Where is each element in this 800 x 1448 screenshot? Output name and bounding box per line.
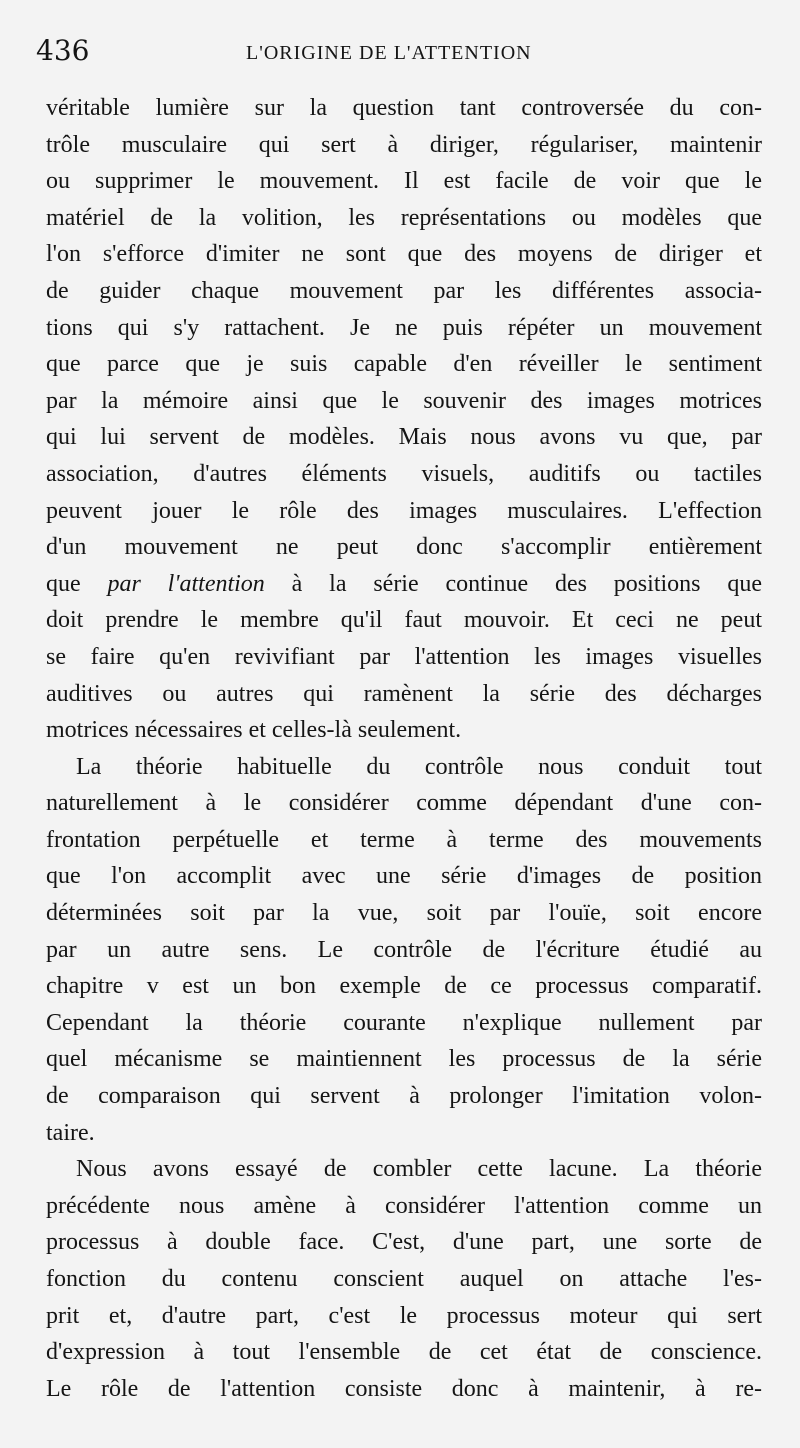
italic-phrase: par l'attention <box>107 570 265 597</box>
text-line: que parce que je suis capable d'en réveiller le sentiment <box>46 351 762 378</box>
text-line: auditives ou autres qui ramènent la série des décharges <box>46 680 762 707</box>
text-line-with-italic <box>46 566 762 603</box>
text-line: qui lui servent de modèles. Mais nous avons vu que, par <box>46 424 762 451</box>
line-segment: à la série continue des positions que <box>264 570 762 597</box>
body-text <box>46 90 762 1407</box>
text-line: l'on s'efforce d'imiter ne sont que des moyens de diriger et <box>46 241 762 268</box>
text-line: d'un mouvement ne peut donc s'accomplir entièrement <box>46 534 762 561</box>
text-line: fonction du contenu conscient auquel on attache l'es- <box>46 1266 762 1292</box>
text-line: association, d'autres éléments visuels, auditifs ou tactiles <box>46 460 762 487</box>
text-line: Cependant la théorie courante n'explique nullement par <box>46 1009 762 1036</box>
text-line: processus à double face. C'est, d'une part, une sorte de <box>46 1229 762 1256</box>
text-line: peuvent jouer le rôle des images musculaires. L'effection <box>46 497 762 524</box>
text-line: tions qui s'y rattachent. Je ne puis répéter un mouvement <box>46 314 762 341</box>
text-line: naturellement à le considérer comme dépendant d'une con- <box>46 790 762 817</box>
text-line: de comparaison qui servent à prolonger l'imitation volon- <box>46 1083 762 1110</box>
text-line: Le rôle de l'attention consiste donc à maintenir, à re- <box>46 1375 762 1402</box>
text-line: taire. <box>46 1119 95 1146</box>
text-line: quel mécanisme se maintiennent les processus de la série <box>46 1046 762 1073</box>
text-line: de guider chaque mouvement par les différentes associa- <box>46 277 762 304</box>
text-line: frontation perpétuelle et terme à terme des mouvements <box>46 826 762 853</box>
text-line: matériel de la volition, les représentations ou modèles que <box>46 204 762 231</box>
page-number: 436 <box>36 34 90 67</box>
line-segment: que <box>46 570 108 597</box>
text-line: par la mémoire ainsi que le souvenir des images motrices <box>46 387 762 414</box>
text-line: par un autre sens. Le contrôle de l'écriture étudié au <box>46 936 762 963</box>
text-line: doit prendre le membre qu'il faut mouvoir. Et ceci ne peut <box>46 607 762 634</box>
text-line: motrices nécessaires et celles-là seulement. <box>46 717 462 744</box>
text-line: que l'on accomplit avec une série d'images de position <box>46 863 762 890</box>
text-line: précédente nous amène à considérer l'attention comme un <box>46 1192 762 1219</box>
text-line: ou supprimer le mouvement. Il est facile de voir que le <box>46 168 762 195</box>
text-line: d'expression à tout l'ensemble de cet état de conscience. <box>46 1339 762 1366</box>
text-line: trôle musculaire qui sert à diriger, régulariser, maintenir <box>46 131 762 158</box>
text-line: chapitre v est un bon exemple de ce processus comparatif. <box>46 973 762 1000</box>
text-line: prit et, d'autre part, c'est le processus moteur qui sert <box>46 1302 762 1329</box>
page-header <box>36 34 766 74</box>
text-line: véritable lumière sur la question tant controversée du con- <box>46 95 762 121</box>
running-title: L'ORIGINE DE L'ATTENTION <box>246 42 532 64</box>
text-line: déterminées soit par la vue, soit par l'ouïe, soit encore <box>46 900 762 927</box>
text-line: se faire qu'en revivifiant par l'attention les images visuelles <box>46 643 762 670</box>
text-line: La théorie habituelle du contrôle nous conduit tout <box>76 753 762 780</box>
text-line: Nous avons essayé de combler cette lacune. La théorie <box>76 1156 762 1183</box>
